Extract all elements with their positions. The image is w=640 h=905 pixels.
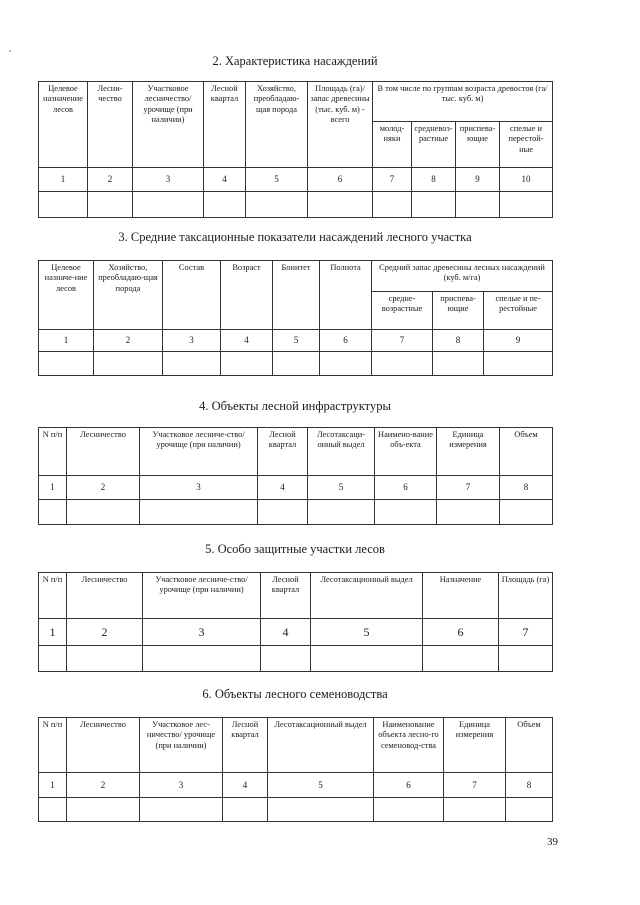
data-cell — [94, 352, 163, 376]
section-title: 6. Объекты лесного семеноводства — [202, 687, 388, 701]
column-number-row — [39, 619, 553, 646]
data-cell — [499, 646, 553, 672]
stand-characteristics-table — [38, 81, 553, 218]
header-cell: Площадь (га)/запас древесины (тыс. куб. м) - всего — [308, 82, 373, 168]
column-number: 7 — [499, 619, 553, 646]
data-cell — [500, 500, 553, 525]
header-cell: Объем — [506, 718, 553, 773]
data-cell — [133, 192, 204, 218]
data-cell — [67, 646, 143, 672]
column-number: 8 — [433, 330, 484, 352]
data-cell — [140, 500, 258, 525]
header-cell: N п/п — [39, 718, 67, 773]
column-number: 3 — [140, 476, 258, 500]
column-number-row — [39, 773, 553, 798]
forest-infrastructure-table — [38, 427, 553, 525]
subheader-cell: спелые и перестой-ные — [500, 122, 553, 168]
header-cell: Единица измерения — [437, 428, 500, 476]
column-number: 6 — [423, 619, 499, 646]
column-number-row — [39, 168, 553, 192]
data-cell — [500, 192, 553, 218]
column-number: 7 — [444, 773, 506, 798]
subheader-cell: приспева-ющие — [456, 122, 500, 168]
column-number: 8 — [500, 476, 553, 500]
column-number: 9 — [484, 330, 553, 352]
data-cell — [412, 192, 456, 218]
data-cell — [204, 192, 246, 218]
header-cell: Наимено-вание объ-екта — [375, 428, 437, 476]
column-number: 6 — [375, 476, 437, 500]
column-number: 2 — [94, 330, 163, 352]
header-cell: Лесной квартал — [204, 82, 246, 168]
header-cell: Лесни-чество — [88, 82, 133, 168]
data-cell — [484, 352, 553, 376]
header-cell: Лесничество — [67, 428, 140, 476]
data-cell — [88, 192, 133, 218]
data-cell — [39, 352, 94, 376]
header-cell: Бонитет — [273, 261, 320, 330]
header-cell: N п/п — [39, 428, 67, 476]
data-cell — [506, 798, 553, 822]
column-number: 3 — [133, 168, 204, 192]
subheader-cell: приспева-ющие — [433, 292, 484, 330]
data-cell — [308, 500, 375, 525]
data-cell — [268, 798, 374, 822]
header-cell: Участковое лесниче-ство/урочище (при наличии) — [143, 573, 261, 619]
column-number: 1 — [39, 330, 94, 352]
data-cell — [39, 798, 67, 822]
header-cell: Лесной квартал — [261, 573, 311, 619]
header-cell: Целевое назначение лесов — [39, 82, 88, 168]
data-cell — [246, 192, 308, 218]
column-number-row — [39, 476, 553, 500]
column-number: 3 — [140, 773, 223, 798]
column-number: 7 — [372, 330, 433, 352]
column-number: 4 — [223, 773, 268, 798]
section-title: 2. Характеристика насаждений — [212, 54, 378, 68]
column-number: 6 — [308, 168, 373, 192]
column-number: 3 — [143, 619, 261, 646]
column-number: 2 — [67, 619, 143, 646]
page-number: 39 — [547, 836, 558, 848]
header-cell: Площадь (га) — [499, 573, 553, 619]
column-number: 6 — [320, 330, 372, 352]
header-cell: Назначение — [423, 573, 499, 619]
data-cell — [308, 192, 373, 218]
header-cell: Наименование объекта лесно-го семеновод-ства — [374, 718, 444, 773]
section-forest-infrastructure — [38, 397, 552, 525]
header-cell: Участковое лесничество/ урочище (при наличии) — [133, 82, 204, 168]
header-cell: Участковое лесниче-ство/урочище (при наличии) — [140, 428, 258, 476]
header-cell: Единица измерения — [444, 718, 506, 773]
header-cell: Средний запас древесины лесных насаждений (куб. м/га) — [372, 261, 553, 292]
scan-speck — [9, 50, 11, 52]
column-number: 8 — [506, 773, 553, 798]
header-row — [39, 573, 553, 619]
column-number: 5 — [308, 476, 375, 500]
column-number: 10 — [500, 168, 553, 192]
data-cell — [140, 798, 223, 822]
data-cell — [423, 646, 499, 672]
section-title: 4. Объекты лесной инфраструктуры — [199, 399, 391, 413]
seed-production-table — [38, 717, 553, 822]
data-cell — [163, 352, 221, 376]
column-number: 1 — [39, 619, 67, 646]
data-cell — [273, 352, 320, 376]
header-cell: Участковое лес-ничество/ урочище (при наличии) — [140, 718, 223, 773]
header-cell: N п/п — [39, 573, 67, 619]
data-cell — [444, 798, 506, 822]
column-number: 5 — [273, 330, 320, 352]
data-cell — [372, 352, 433, 376]
column-number: 1 — [39, 476, 67, 500]
header-cell: Лесной квартал — [223, 718, 268, 773]
header-cell: Лесотаксационный выдел — [311, 573, 423, 619]
column-number: 2 — [67, 476, 140, 500]
section-seed-production — [38, 685, 552, 822]
header-cell: Лесной квартал — [258, 428, 308, 476]
data-cell — [374, 798, 444, 822]
data-cell — [261, 646, 311, 672]
column-number: 5 — [311, 619, 423, 646]
column-number: 7 — [373, 168, 412, 192]
data-cell — [373, 192, 412, 218]
subheader-cell: средневоз-растные — [412, 122, 456, 168]
data-cell — [39, 646, 67, 672]
column-number: 5 — [246, 168, 308, 192]
data-cell — [223, 798, 268, 822]
header-row — [39, 428, 553, 476]
column-number: 9 — [456, 168, 500, 192]
header-cell: Лесотаксационный выдел — [268, 718, 374, 773]
header-cell: Лесничество — [67, 573, 143, 619]
column-number: 7 — [437, 476, 500, 500]
column-number: 5 — [268, 773, 374, 798]
data-cell — [433, 352, 484, 376]
data-cell — [258, 500, 308, 525]
column-number: 3 — [163, 330, 221, 352]
data-cell — [143, 646, 261, 672]
empty-data-row — [39, 798, 553, 822]
data-cell — [39, 192, 88, 218]
header-cell: Возраст — [221, 261, 273, 330]
taxation-indicators-table — [38, 260, 553, 376]
header-cell: Лесничество — [67, 718, 140, 773]
subheader-cell: средне-возрастные — [372, 292, 433, 330]
empty-data-row — [39, 500, 553, 525]
header-cell: Целевое назначе-ние лесов — [39, 261, 94, 330]
data-cell — [311, 646, 423, 672]
data-cell — [67, 798, 140, 822]
data-cell — [375, 500, 437, 525]
subheader-cell: спелые и пе-рестойные — [484, 292, 553, 330]
section-title: 5. Особо защитные участки лесов — [205, 542, 385, 556]
subheader-cell: молод-няки — [373, 122, 412, 168]
data-cell — [67, 500, 140, 525]
column-number: 2 — [88, 168, 133, 192]
special-protection-areas-table — [38, 572, 553, 672]
header-cell: Полнота — [320, 261, 372, 330]
header-cell: Хозяйство, преобладаю-щая порода — [246, 82, 308, 168]
header-cell: Объем — [500, 428, 553, 476]
header-cell: Хозяйство, преобладаю-щая порода — [94, 261, 163, 330]
column-number: 1 — [39, 773, 67, 798]
column-number: 4 — [258, 476, 308, 500]
data-cell — [437, 500, 500, 525]
column-number: 1 — [39, 168, 88, 192]
empty-data-row — [39, 352, 553, 376]
header-cell: Лесотаксаци-онный выдел — [308, 428, 375, 476]
empty-data-row — [39, 192, 553, 218]
header-row — [39, 261, 553, 292]
column-number: 4 — [261, 619, 311, 646]
header-row — [39, 82, 553, 122]
data-cell — [320, 352, 372, 376]
column-number: 4 — [221, 330, 273, 352]
empty-data-row — [39, 646, 553, 672]
column-number: 4 — [204, 168, 246, 192]
section-stand-characteristics — [38, 52, 552, 218]
column-number: 8 — [412, 168, 456, 192]
header-cell: Состав — [163, 261, 221, 330]
column-number-row — [39, 330, 553, 352]
section-taxation-indicators — [38, 228, 552, 376]
data-cell — [39, 500, 67, 525]
header-row — [39, 718, 553, 773]
data-cell — [456, 192, 500, 218]
header-cell: В том числе по группам возраста древостоя (га/тыс. куб. м) — [373, 82, 553, 122]
column-number: 6 — [374, 773, 444, 798]
section-title: 3. Средние таксационные показатели насаждений лесного участка — [118, 230, 472, 244]
column-number: 2 — [67, 773, 140, 798]
section-special-protection-areas — [38, 540, 552, 672]
data-cell — [221, 352, 273, 376]
